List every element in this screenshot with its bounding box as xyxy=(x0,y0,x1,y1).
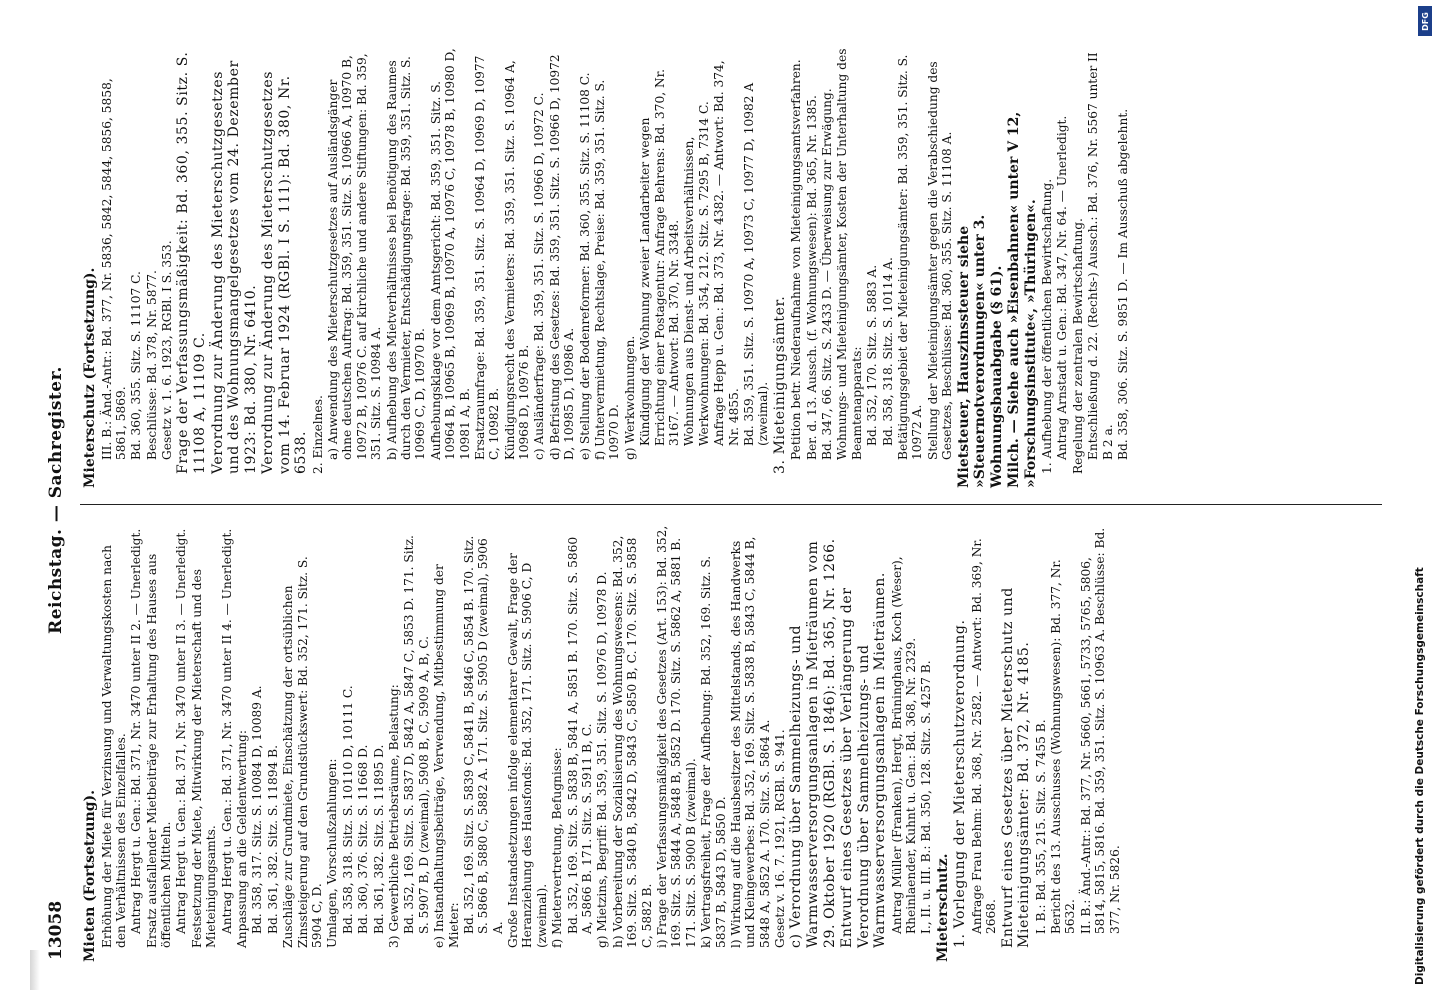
rotated-document-page xyxy=(40,20,1390,980)
page-number: 13058 xyxy=(46,900,66,960)
index-entry: Bd. 352, 169. Sitz. S. 5837 D, 5842 A, 5847 C, 5853 D. 171. Sitz. S. 5907 B, D (zweimal), 5908 B, C, 5909 A, B, C. xyxy=(402,535,431,934)
index-entry: 1. Aufhebung der öffentlichen Bewirtschaftung. xyxy=(1040,178,1055,474)
index-entry: I., II. u. III. B.: Bd. 350, 128. Sitz. S. 4257 B. xyxy=(919,660,934,934)
right-column xyxy=(82,48,1131,488)
index-entry: I. B.: Bd. 355, 215. Sitz. S. 7455 B. xyxy=(1033,719,1048,934)
index-entry: h) Vorbereitung der Sozialisierung des Wohnungswesens: Bd. 352, 169. Sitz. S. 5840 B, 5842 D, 5843 C, 5850 B, C. 170. Sitz. S. 5858 C, 5882 B. xyxy=(610,535,654,948)
index-entry: Anfrage Frau Behm: Bd. 368, Nr. 2582. — Antwort: Bd. 369, Nr. 2668. xyxy=(969,538,999,934)
index-entry: Frage der Verfassungsmäßigkeit: Bd. 360, 355. Sitz. S. 11108 A, 11109 C. xyxy=(175,51,208,474)
index-entry: Kündigung der Wohnung zweier Landarbeiter wegen Errichtung einer Postagentur: Anfrage Behrens: Bd. 370, Nr. 3167. — Antwort: Bd. 370, Nr. 3348. xyxy=(638,69,681,446)
index-entry: Wohnungen aus Dienst- und Arbeitsverhältnissen, Werkwohnungen: Bd. 354, 212. Sitz. S. 7295 B, 7314 C. xyxy=(682,101,711,446)
index-heading: Milch. — Siehe auch »Eisenbahnen« unter V 12, »Forschungsinstitute«, »Thüringen«. xyxy=(1006,111,1039,488)
index-entry: Bd. 358, 318. Sitz. S. 10114 A. xyxy=(880,257,895,446)
index-entry: Gesetz v. 1. 6. 1923, RGBl. I S. 353. xyxy=(160,240,175,460)
index-entry: Regelung der zentralen Bewirtschaftung. xyxy=(1070,218,1085,474)
index-entry: k) Vertragsfreiheit, Frage der Aufhebung: Bd. 352, 169. Sitz. S. 5837 B, 5843 D, 5850 D. xyxy=(699,555,728,948)
index-entry: f) Untervermietung, Rechtslage, Preise: Bd. 359, 351. Sitz. S. 10970 D. xyxy=(593,79,622,460)
index-entry: e) Instandhaltungsbeiträge, Verwendung, Mitbestimmung der Mieter: xyxy=(432,564,461,948)
index-entry: Umlagen, Vorschußzahlungen: xyxy=(325,758,340,948)
index-entry: Gesetz v. 16. 7. 1921, RGBl. S. 941. xyxy=(773,729,788,948)
digitization-note: Digitalisierung gefördert durch die Deutsche Forschungsgemeinschaft xyxy=(1414,567,1426,985)
index-entry: c) Verordnung über Sammelheizungs- und Warmwasserversorgungsanlagen in Mieträumen vom 29. Oktober 1920 (RGBl. S. 1846): Bd. 365, Nr. 1266. xyxy=(788,538,838,948)
index-entry: Antrag Arnstadt u. Gen.: Bd. 347, Nr. 64. — Unerledigt. xyxy=(1055,115,1070,460)
index-heading: Mieterschutz. xyxy=(934,853,951,962)
index-entry: Petition betr. Niederaufnahme von Mieteinigungsamtsverfahren. xyxy=(789,59,804,460)
index-entry: Ersatz ausfallender Mietbeiträge zur Erhaltung des Hauses aus öffentlichen Mitteln. xyxy=(144,553,174,948)
index-entry: f) Mietervertretung, Befugnisse: xyxy=(550,747,565,948)
index-entry: Bd. 352, 169. Sitz. S. 5839 C, 5841 B, 5846 C, 5854 B. 170. Sitz. S. 5866 B, 5880 C, 5882 A. 171. Sitz. S. 5905 D (zweimal), 5906 A. xyxy=(461,535,505,934)
index-entry: b) Aufhebung des Mietverhältnisses bei Benötigung des Raumes durch den Vermieter, Entschädigungsfrage: Bd. 359, 351. Sitz. S. 10969 C, D, 10970 B. xyxy=(384,56,428,460)
index-entry: Bd. 361, 382. Sitz. S. 11894 B. xyxy=(265,745,280,934)
index-entry: Ber. d. 13. Aussch. (f. Wohnungswesen): Bd. 365, Nr. 1385. xyxy=(804,95,819,460)
index-entry: Bericht des 13. Ausschusses (Wohnungswesen): Bd. 377, Nr. 5632. xyxy=(1048,559,1078,934)
index-entry: Anfrage Hepp u. Gen.: Bd. 373, Nr. 4382. — Antwort: Bd. 374, Nr. 4855. xyxy=(712,60,741,446)
index-entry: Anpassung an die Geldentwertung: xyxy=(235,730,250,948)
index-entry: Beschlüsse: Bd. 378, Nr. 5877. xyxy=(144,270,159,460)
index-entry: Bd. 347, 66. Sitz. S. 2433 D. — Überweisung zur Erwägung. xyxy=(820,88,834,460)
index-entry: Bd. 361, 382. Sitz. S. 11895 D. xyxy=(371,744,386,934)
index-entry: Entschließung d. 22. (Rechts-) Aussch.: Bd. 376, Nr. 5567 unter II B 2 a. xyxy=(1086,52,1115,460)
index-entry: i) Frage der Verfassungsmäßigkeit des Gesetzes (Art. 153): Bd. 352, 169. Sitz. S. 5844 A, 5848 B, 5852 D. 170. Sitz. S. 5862 A, 5881 B. 171. Sitz. S. 5900 B (zweimal). xyxy=(654,525,698,948)
dfg-logo-text: DFG xyxy=(1420,11,1430,31)
index-entry: Zuschläge zur Grundmiete, Einschätzung der ortsüblichen Zinssteigerung auf den Grundstückswert: Bd. 352, 171. Sitz. S. 5904 C, D. xyxy=(281,556,324,948)
index-entry: Festsetzung der Miete, Mitwirkung der Mieterschaft und des Mieteinigungsamts. xyxy=(189,568,219,948)
index-entry: Erhöhung der Miete für Verzinsung und Verwaltungskosten nach den Verhältnissen des Einzelfalles. xyxy=(99,545,128,948)
index-entry: Ersatzraumfrage: Bd. 359, 351. Sitz. S. 10964 D, 10969 D, 10977 C, 10982 B. xyxy=(472,55,502,460)
index-entry: d) Befristung des Gesetzes: Bd. 359, 351. Sitz. S. 10966 D, 10972 D, 10985 D, 10986 A. xyxy=(547,54,577,460)
index-entry: Verordnung zur Änderung des Mieterschutzgesetzes vom 14. Februar 1924 (RGBl. I S. 111): Bd. 380, Nr. 6538. xyxy=(260,70,310,474)
scan-edge-artifact xyxy=(30,950,40,990)
index-entry: III. B.: Änd.-Antr.: Bd. 377, Nr. 5836, 5842, 5844, 5856, 5858, 5861, 5869. xyxy=(99,78,128,460)
index-entry: Bd. 360, 376. Sitz. S. 11668 D. xyxy=(356,744,371,934)
index-entry: g) Werkwohnungen. xyxy=(622,335,637,460)
index-entry: e) Stellung der Bodenreformer: Bd. 360, 355. Sitz. S. 11108 C. xyxy=(577,72,592,460)
index-entry: Bd. 360, 355. Sitz. S. 11107 C. xyxy=(129,271,144,460)
index-entry: a) Anwendung des Mieterschutzgesetzes auf Ausländsgänger ohne deutschen Auftrag: Bd. 359, 351. Sitz. S. 10966 A, 10970 B, 10972 B, 10976 C. auf kirchliche und andere Stiftungen: Bd. 359, 351. Sitz. S. 10984 A. xyxy=(325,53,384,460)
index-entry: Entwurf eines Gesetzes über Mieterschutz und Mieteinigungsämter: Bd. 372, Nr. 4185. xyxy=(999,587,1033,948)
index-heading: Mieterschutz (Fortsetzung). xyxy=(82,267,98,488)
index-entry: Bd. 358, 306. Sitz. S. 9851 D. — Im Ausschuß abgelehnt. xyxy=(1116,108,1131,460)
index-entry: Bd. 358, 317. Sitz. S. 10084 D, 10089 A. xyxy=(250,685,265,934)
index-entry: Antrag Hergt u. Gen.: Bd. 371, Nr. 3470 unter II 2. — Unerledigt. xyxy=(129,528,144,934)
index-entry: Antrag Müller (Franken), Hergt, Brüninghaus, Koch (Weser), Rheinlaender, Kuhnt u. Gen.: Bd. 368, Nr. 2329. xyxy=(889,556,918,934)
dfg-logo xyxy=(1418,6,1432,36)
index-entry: 3) Gewerbliche Betriebsräume, Belastung: xyxy=(386,684,401,948)
index-entry: Antrag Hergt u. Gen.: Bd. 371, Nr. 3470 unter II 4. — Unerledigt. xyxy=(219,528,234,934)
index-heading: Mieten (Fortsetzung). xyxy=(82,790,98,962)
page-header xyxy=(46,40,76,960)
index-entry: Entwurf eines Gesetzes über Verlängerung der Verordnung über Sammelheizungs- und Warmwasserversorgungsanlagen in Mieträumen. xyxy=(839,572,889,948)
index-entry: Verordnung zur Änderung des Mieterschutzgesetzes und des Wohnungsmangelgesetzes vom 24. Dezember 1923: Bd. 380, Nr. 6410. xyxy=(209,60,259,474)
index-entry: Bd. 352, 169. Sitz. S. 5838 B, 5841 A, 5851 B. 170. Sitz. S. 5860 A, 5866 B. 171. Sitz. S. 5911 B, C. xyxy=(565,536,595,934)
index-entry: Bd. 352, 170. Sitz. S. 5883 A. xyxy=(865,264,880,446)
index-entry: Große Instandsetzungen infolge elementarer Gewalt, Frage der Heranziehung des Hausfonds: Bd. 352, 171. Sitz. S. 5906 C, D (zweimal). xyxy=(506,553,549,948)
index-entry: Stellung der Mieteinigungsämter gegen die Verabschiedung des Gesetzes, Beschlüsse: Bd. 360, 355. Sitz. S. 11108 A. xyxy=(925,61,955,460)
page-title: Reichstag. — Sachregister. xyxy=(46,366,66,634)
index-entry: l) Wirkung auf die Hausbesitzer des Mittelstands, des Handwerks und Kleingewerbes: Bd. 352, 169. Sitz. S. 5838 B, 5843 C, 5844 B, 5848 A, 5852 A. 170. Sitz. S. 5864 A. xyxy=(728,536,772,948)
index-entry: Betätigungsgebiet der Mieteinigungsämter: Bd. 359, 351. Sitz. S. 10972 A. xyxy=(895,54,925,460)
index-heading: Mietsteuer, Hauszinssteuer siehe »Steuernotverordnungen« unter 3. Wohnungsbauabgabe (§ 61). xyxy=(955,214,1005,488)
index-entry: 3. Mieteinigungsämter. xyxy=(771,295,788,474)
index-entry: Wohnungs- und Mieteinigungsämter, Kosten der Unterhaltung des Beamtenapparats: xyxy=(835,48,864,460)
index-entry: Aufhebungsklage vor dem Amtsgericht: Bd. 359, 351. Sitz. S. 10964 B, 10965 B, 10969 B, 10970 A, 10976 C, 10978 B, 10980 D, 10981 A, B. xyxy=(428,48,472,460)
index-entry: Antrag Hergt u. Gen.: Bd. 371, Nr. 3470 unter II 3. — Unerledigt. xyxy=(174,528,189,934)
index-entry: Bd. 358, 318. Sitz. S. 10110 D, 10111 C. xyxy=(340,685,355,934)
index-entry: II. B.: Änd.-Antr.: Bd. 377, Nr. 5660, 5661, 5733, 5765, 5806, 5814, 5815, 5816. Bd. 359, 351. Sitz. S. 10963 A. Beschlüsse: Bd. 377, Nr. 5826. xyxy=(1078,527,1122,934)
column-divider xyxy=(80,504,1382,505)
index-entry: g) Mietzins, Begriff: Bd. 359, 351. Sitz. S. 10976 D, 10978 D. xyxy=(595,571,610,948)
index-entry: 2. Einzelnes. xyxy=(310,395,325,474)
left-column xyxy=(82,522,1123,962)
index-entry: c) Ausländerfrage: Bd. 359, 351. Sitz. S. 10966 D, 10972 C. xyxy=(532,92,547,460)
index-entry: 1. Vorlegung der Mieterschutzverordnung. xyxy=(952,619,969,948)
index-entry: Kündigungsrecht des Vermieters: Bd. 359, 351. Sitz. S. 10964 A, 10968 D, 10976 B. xyxy=(502,60,532,460)
index-entry: Bd. 359, 351. Sitz. S. 10970 A, 10973 C, 10977 D, 10982 A (zweimal). xyxy=(741,82,771,446)
